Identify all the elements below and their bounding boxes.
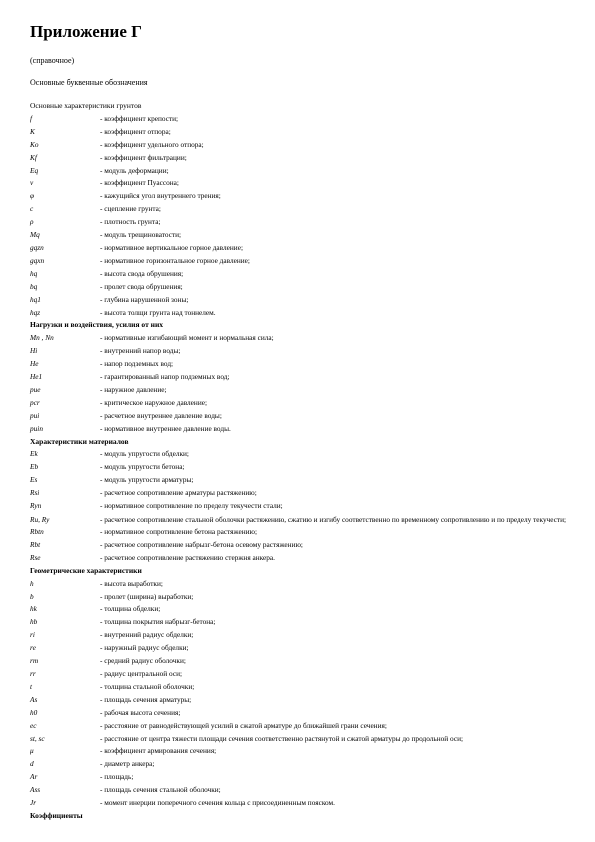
notation-symbol: ρ (30, 217, 34, 227)
notation-symbol: ν (30, 178, 34, 188)
notation-symbol: μ (30, 746, 34, 756)
notation-row (30, 371, 570, 384)
notation-row (30, 474, 570, 487)
notation-definition: - модуль упругости бетона; (100, 462, 185, 472)
notation-symbol: Kf (30, 152, 37, 162)
notation-definition: - кажущийся угол внутреннего трения; (100, 191, 221, 201)
notation-row (30, 487, 570, 500)
document-page (30, 22, 570, 823)
notation-symbol: φ (30, 191, 35, 201)
notation-symbol: rr (30, 668, 36, 678)
notation-symbol: Eb (30, 462, 39, 472)
notation-row (30, 113, 570, 126)
notation-symbol: re (30, 643, 36, 653)
notation-definition: - внутренний радиус обделки; (100, 630, 194, 640)
notation-definition: - расчетное внутреннее давление воды; (100, 410, 222, 420)
notation-symbol: Rbtn (30, 527, 44, 536)
notation-row (30, 307, 570, 320)
notation-definition: - напор подземных вод; (100, 359, 174, 369)
notation-symbol: Ryn (30, 501, 42, 511)
notation-definition: - коэффициент отпора; (100, 126, 171, 136)
notation-definition: - момент инерции поперечного сечения кольца с присоединенным пояском. (100, 798, 335, 808)
notation-row (30, 255, 570, 268)
notation-symbol: Eq (30, 165, 39, 175)
notation-row (30, 345, 570, 358)
notation-symbol: c (30, 204, 34, 214)
notation-definition: - коэффициент Пуассона; (100, 178, 179, 188)
notation-row (30, 281, 570, 294)
notation-row (30, 552, 570, 565)
notation-symbol: hk (30, 604, 37, 614)
notation-symbol: Rbt (30, 539, 41, 549)
notation-symbol: rm (30, 656, 39, 666)
notation-definition: - коэффициент фильтрации; (100, 152, 187, 162)
notation-row (30, 694, 570, 707)
notation-row (30, 410, 570, 423)
notation-definition: - наружный радиус обделки; (100, 643, 189, 653)
notation-symbol: Rse (30, 552, 41, 562)
notation-symbol: Mq (30, 230, 40, 240)
notation-row (30, 513, 570, 526)
notation-symbol: bq (30, 281, 38, 291)
notation-row (30, 423, 570, 436)
notation-section (30, 100, 570, 319)
notation-row (30, 655, 570, 668)
notation-section (30, 319, 570, 435)
notation-symbol: f (30, 113, 33, 123)
notation-row (30, 126, 570, 139)
notation-definition: - толщина покрытия набрызг-бетона; (100, 617, 216, 627)
notation-symbol: hq (30, 268, 38, 278)
notation-definition: - сцепление грунта; (100, 204, 161, 214)
notation-symbol: He (30, 359, 39, 369)
notation-definition: - нормативное сопротивление по пределу текучести стали; (100, 501, 283, 511)
notation-row (30, 139, 570, 152)
notation-row (30, 332, 570, 345)
notation-symbol: h0 (30, 707, 38, 717)
notation-symbol: h (30, 578, 34, 588)
notation-symbol: He1 (30, 372, 43, 382)
notation-definition: - нормативное сопротивление бетона растяжению; (100, 527, 258, 536)
notation-definition: - расстояние от равнодействующей усилий в сжатой арматуре до ближайшей грани сечения; (100, 720, 387, 730)
notation-symbol: ec (30, 720, 37, 730)
notation-definition: - расчетное сопротивление набрызг-бетона осевому растяжению; (100, 539, 303, 549)
notation-symbol: gqxn (30, 255, 45, 265)
notation-list (30, 100, 570, 823)
notation-row (30, 707, 570, 720)
notation-definition: - наружное давление; (100, 384, 167, 394)
notation-symbol: Rsi (30, 488, 40, 498)
notation-symbol: hb (30, 617, 38, 627)
notation-definition: - нормативное внутреннее давление воды. (100, 423, 231, 433)
section-title: Характеристики материалов (30, 436, 129, 446)
notation-definition: - диаметр анкера; (100, 759, 155, 769)
notation-section (30, 810, 570, 823)
section-title: Основные характеристики грунтов (30, 101, 142, 110)
notation-section (30, 436, 570, 565)
notation-symbol: ri (30, 630, 35, 640)
notation-row (30, 165, 570, 178)
notation-definition: - модуль трещиноватости; (100, 230, 182, 240)
notation-definition: - толщина стальной оболочки; (100, 681, 195, 691)
notation-row (30, 784, 570, 797)
notation-definition: - нормативные изгибающий момент и нормальная сила; (100, 333, 274, 343)
notation-symbol: Ru, Ry (30, 515, 50, 524)
notation-row (30, 294, 570, 307)
notation-row (30, 758, 570, 771)
notation-row (30, 190, 570, 203)
notation-row (30, 397, 570, 410)
notation-row (30, 668, 570, 681)
notation-row (30, 203, 570, 216)
notation-definition: - пролет (ширина) выработки; (100, 591, 194, 601)
notation-definition: - внутренний напор воды; (100, 346, 181, 356)
notation-definition: - модуль деформации; (100, 165, 169, 175)
notation-symbol: pue (30, 384, 41, 394)
notation-definition: - модуль упругости арматуры; (100, 475, 194, 485)
section-title: Нагрузки и воздействия, усилия от них (30, 320, 164, 330)
notation-row (30, 539, 570, 552)
notation-symbol: Jr (30, 798, 37, 808)
notation-symbol: K (30, 126, 35, 136)
notation-symbol: hqz (30, 307, 41, 317)
notation-definition: - плотность грунта; (100, 217, 161, 227)
notation-definition: - коэффициент удельного отпора; (100, 139, 204, 149)
notation-row (30, 629, 570, 642)
page-subtitle: (справочное) (30, 56, 75, 65)
notation-definition: - площадь сечения арматуры; (100, 694, 192, 704)
notation-definition: - глубина нарушенной зоны; (100, 294, 189, 304)
notation-row (30, 720, 570, 733)
notation-symbol: puin (30, 423, 43, 433)
notation-row (30, 461, 570, 474)
notation-row (30, 268, 570, 281)
notation-symbol: Ek (30, 449, 38, 459)
notation-row (30, 771, 570, 784)
notation-definition: - нормативное горизонтальное горное давление; (100, 255, 250, 265)
notation-symbol: Mn , Nn (30, 333, 54, 343)
notation-definition: - средний радиус оболочки; (100, 656, 186, 666)
notation-definition: - коэффициент армирования сечения; (100, 746, 217, 756)
notation-definition: - расчетное сопротивление стальной оболочки растяжению, сжатию и изгибу соответственно по временному сопротивлению и по пределу текучести; (100, 515, 567, 524)
notation-symbol: Ar (30, 772, 38, 782)
notation-row (30, 358, 570, 371)
page-title: Приложение Г (30, 22, 142, 41)
section-title: Коэффициенты (30, 810, 83, 820)
notation-definition: - пролет свода обрушения; (100, 281, 183, 291)
notation-definition: - высота выработки; (100, 578, 163, 588)
notation-row (30, 384, 570, 397)
notation-definition: - площадь; (100, 772, 134, 782)
notation-row (30, 216, 570, 229)
notation-symbol: pui (30, 410, 40, 420)
notation-symbol: Hi (30, 346, 38, 356)
notation-definition: - рабочая высота сечения; (100, 707, 181, 717)
notation-row (30, 177, 570, 190)
notation-row (30, 733, 570, 746)
notation-definition: - гарантированный напор подземных вод; (100, 372, 230, 382)
notation-row (30, 578, 570, 591)
notation-row (30, 500, 570, 513)
notation-section (30, 565, 570, 810)
notation-symbol: gqzn (30, 242, 44, 252)
notation-symbol: Ass (30, 785, 41, 795)
notation-symbol: t (30, 681, 33, 691)
notation-row (30, 448, 570, 461)
notation-row (30, 681, 570, 694)
notation-row (30, 603, 570, 616)
notation-symbol: hq1 (30, 294, 41, 304)
notation-row (30, 642, 570, 655)
page-heading: Основные буквенные обозначения (30, 78, 148, 87)
notation-definition: - расчетное сопротивление растяжению стержня анкера. (100, 552, 275, 562)
notation-symbol: b (30, 591, 34, 601)
notation-symbol: Ko (30, 139, 39, 149)
notation-row (30, 242, 570, 255)
notation-symbol: Es (30, 475, 38, 485)
notation-definition: - высота свода обрушения; (100, 268, 184, 278)
notation-definition: - толщина обделки; (100, 604, 161, 614)
notation-definition: - высота толщи грунта над тоннелем. (100, 307, 216, 317)
notation-symbol: As (30, 694, 38, 704)
notation-row (30, 526, 570, 539)
notation-definition: - расстояние от центра тяжести площади сечения соответственно растянутой и сжатой арматуры до продольной оси; (100, 733, 464, 743)
notation-row (30, 152, 570, 165)
section-title: Геометрические характеристики (30, 565, 142, 575)
notation-symbol: d (30, 759, 34, 769)
notation-definition: - нормативное вертикальное горное давление; (100, 242, 243, 252)
notation-definition: - модуль упругости обделки; (100, 449, 189, 459)
notation-definition: - площадь сечения стальной оболочки; (100, 785, 221, 795)
notation-definition: - коэффициент крепости; (100, 113, 179, 123)
notation-row (30, 797, 570, 810)
notation-symbol: pcr (30, 397, 40, 407)
notation-symbol: st, sc (30, 733, 45, 743)
notation-definition: - радиус центральной оси; (100, 668, 183, 678)
notation-definition: - расчетное сопротивление арматуры растяжению; (100, 488, 257, 498)
notation-definition: - критическое наружное давление; (100, 397, 208, 407)
notation-row (30, 616, 570, 629)
notation-row (30, 229, 570, 242)
notation-row (30, 591, 570, 604)
notation-row (30, 745, 570, 758)
